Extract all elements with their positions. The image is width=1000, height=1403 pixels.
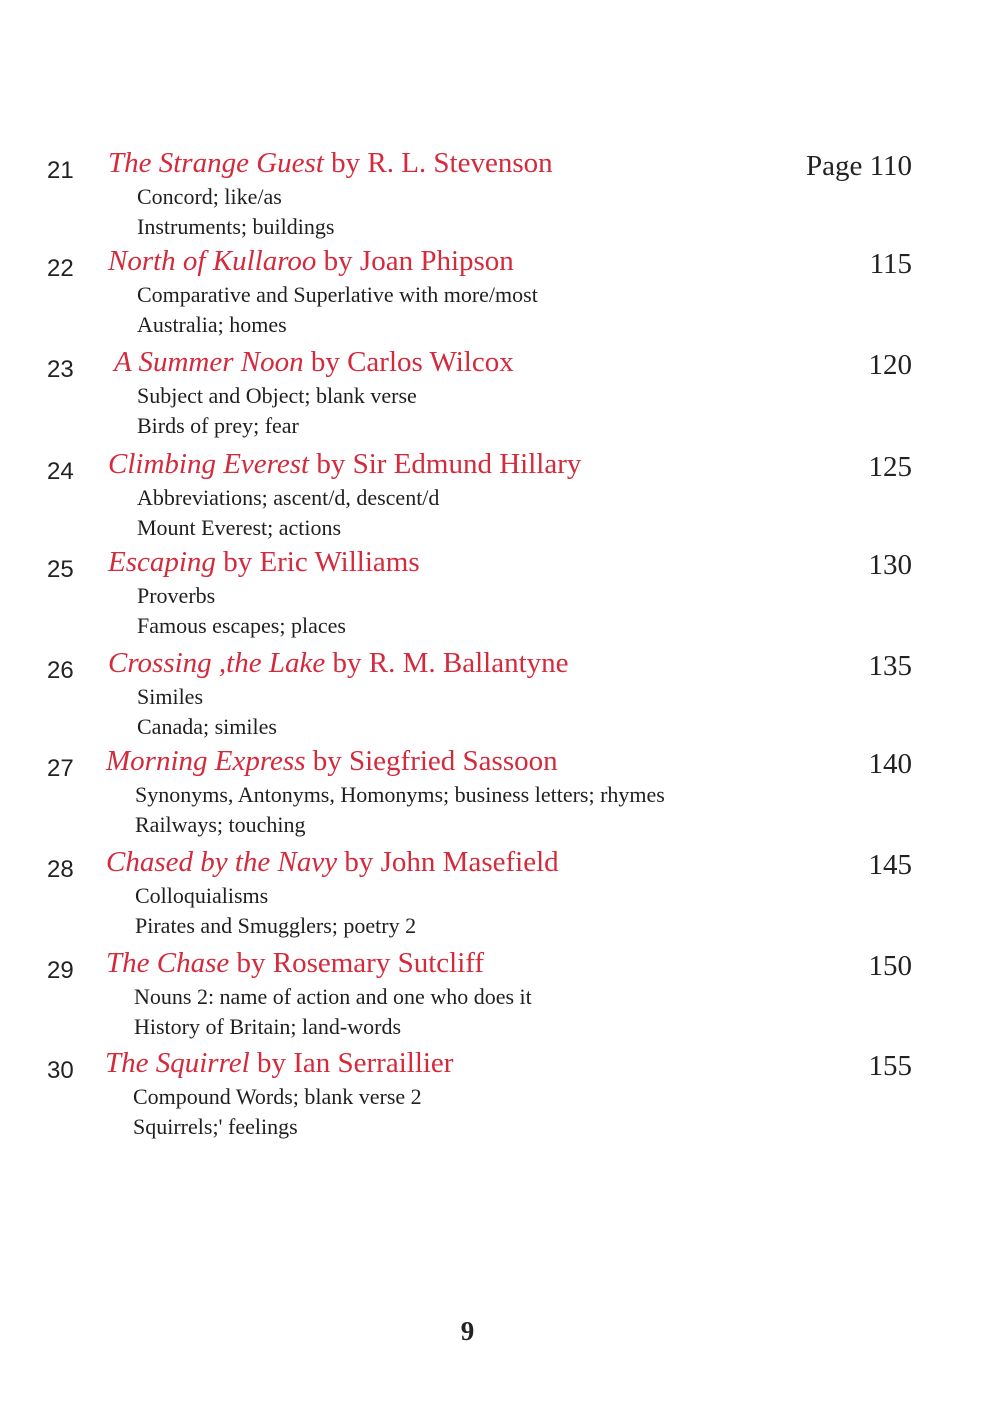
entry-topic-line2: Canada; similes: [137, 714, 277, 739]
entry-page: 120: [868, 349, 912, 381]
entry-topic-line2: Squirrels;' feelings: [133, 1114, 298, 1139]
entry-title-line: [106, 947, 484, 980]
entry-number: 22: [47, 255, 74, 282]
entry-title-line: [108, 448, 581, 481]
entry-number: 24: [47, 458, 74, 485]
toc-entry-27: [0, 745, 1000, 845]
entry-title: Morning Express: [106, 745, 306, 777]
entry-author: by Ian Serraillier: [249, 1047, 454, 1079]
entry-topic-line1: Subject and Object; blank verse: [137, 383, 417, 408]
entry-number: 25: [47, 556, 74, 583]
toc-entry-21: [0, 147, 1000, 247]
entry-author: by Rosemary Sutcliff: [229, 947, 485, 979]
entry-title-line: [105, 1047, 453, 1080]
entry-number: 23: [47, 356, 74, 383]
entry-page: 135: [868, 650, 912, 682]
entry-topic-line1: Concord; like/as: [137, 184, 282, 209]
entry-title-line: [114, 346, 514, 379]
entry-topic-line2: Australia; homes: [137, 312, 287, 337]
toc-entry-24: [0, 448, 1000, 548]
entry-title: North of Kullaroo: [108, 245, 317, 277]
entry-topic-line2: Instruments; buildings: [137, 214, 335, 239]
entry-topic-line1: Colloquialisms: [135, 883, 269, 908]
entry-topic-line2: Birds of prey; fear: [137, 413, 299, 438]
entry-page: 140: [868, 748, 912, 780]
entry-title-line: [108, 245, 514, 278]
entry-author: by Eric Williams: [215, 546, 420, 578]
entry-topic-line1: Compound Words; blank verse 2: [133, 1084, 422, 1109]
entry-title: Crossing ,the Lake: [108, 647, 326, 679]
entry-author: by Sir Edmund Hillary: [309, 448, 582, 480]
entry-author: by R. L. Stevenson: [323, 147, 553, 179]
entry-page: 145: [868, 849, 912, 881]
entry-title-line: [108, 546, 420, 579]
entry-page: 125: [868, 451, 912, 483]
entry-title: The Squirrel: [105, 1047, 250, 1079]
entry-author: by Carlos Wilcox: [303, 346, 514, 378]
page-number: 9: [460, 1316, 475, 1346]
toc-entry-22: [0, 245, 1000, 345]
entry-topic-line2: Railways; touching: [135, 812, 306, 837]
entry-title: Escaping: [108, 546, 216, 578]
entry-title: Chased by the Navy: [106, 846, 338, 878]
toc-entry-28: [0, 846, 1000, 946]
toc-entry-30: [0, 1047, 1000, 1147]
toc-entry-29: [0, 947, 1000, 1047]
toc-entry-26: [0, 647, 1000, 747]
entry-number: 21: [47, 157, 74, 184]
toc-entry-25: [0, 546, 1000, 646]
entry-topic-line2: History of Britain; land-words: [134, 1014, 402, 1039]
entry-topic-line1: Comparative and Superlative with more/most: [137, 282, 538, 307]
entry-author: by Siegfried Sassoon: [305, 745, 558, 777]
entry-topic-line1: Proverbs: [137, 583, 216, 608]
entry-topic-line2: Famous escapes; places: [137, 613, 346, 638]
entry-topic-line1: Synonyms, Antonyms, Homonyms; business letters; rhymes: [135, 782, 665, 807]
entry-topic-line1: Abbreviations; ascent/d, descent/d: [137, 485, 440, 510]
entry-topic-line2: Pirates and Smugglers; poetry 2: [135, 913, 417, 938]
entry-title: Climbing Everest: [108, 448, 310, 480]
entry-topic-line1: Similes: [137, 684, 204, 709]
entry-number: 29: [47, 957, 74, 984]
entry-author: by R. M. Ballantyne: [325, 647, 569, 679]
entry-author: by John Masefield: [337, 846, 559, 878]
entry-topic-line1: Nouns 2: name of action and one who does it: [134, 984, 532, 1009]
entry-page: 130: [868, 549, 912, 581]
entry-title: The Strange Guest: [108, 147, 324, 179]
entry-title-line: [108, 147, 553, 180]
toc-entry-23: [0, 346, 1000, 446]
entry-topic-line2: Mount Everest; actions: [137, 515, 342, 540]
entry-number: 30: [47, 1057, 74, 1084]
entry-number: 28: [47, 856, 74, 883]
entry-title-line: [106, 745, 558, 778]
entry-author: by Joan Phipson: [316, 245, 514, 277]
entry-title-line: [108, 647, 569, 680]
entry-page: 150: [868, 950, 912, 982]
entry-number: 26: [47, 657, 74, 684]
entry-page: 115: [869, 248, 912, 280]
entry-number: 27: [47, 755, 74, 782]
entry-page: 155: [868, 1050, 912, 1082]
entry-page: Page 110: [805, 150, 912, 182]
entry-title-line: [106, 846, 559, 879]
entry-title: A Summer Noon: [114, 346, 304, 378]
entry-title: The Chase: [106, 947, 230, 979]
